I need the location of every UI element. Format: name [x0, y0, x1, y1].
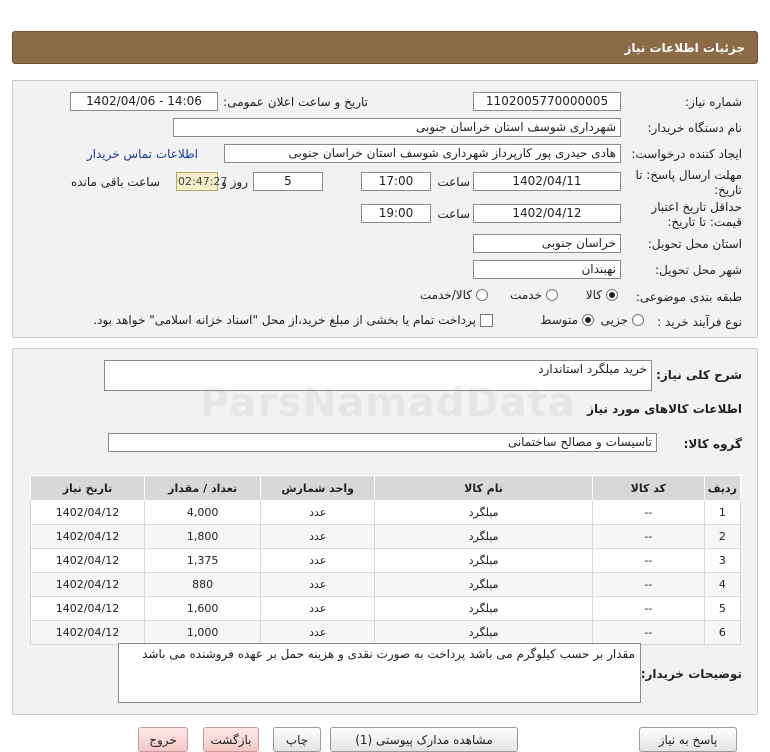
category-option-goods[interactable]	[586, 288, 618, 302]
category-option-goods-service[interactable]	[420, 288, 488, 302]
table-cell: میلگرد	[375, 573, 593, 597]
deadline-label: مهلت ارسال پاسخ: تا تاریخ:	[635, 168, 742, 197]
table-cell: 1,600	[145, 597, 261, 621]
goods-group-label: گروه کالا:	[683, 437, 742, 451]
table-cell: 880	[145, 573, 261, 597]
goods-group-field: تاسیسات و مصالح ساختمانی	[108, 433, 657, 452]
buyer-org-label: نام دستگاه خریدار:	[647, 121, 742, 135]
table-row	[31, 501, 741, 525]
table-cell: عدد	[261, 549, 375, 573]
process-option-medium[interactable]	[540, 313, 594, 327]
table-cell: عدد	[261, 597, 375, 621]
table-cell: عدد	[261, 573, 375, 597]
category-option-label: کالا/خدمت	[419, 288, 472, 302]
need-number-label: شماره نیاز:	[685, 95, 742, 109]
table-cell: 1,000	[145, 621, 261, 645]
table-cell: --	[592, 501, 704, 525]
need-description-field: خرید میلگرد استاندارد	[104, 360, 652, 391]
print-button[interactable]: چاپ	[273, 727, 321, 752]
radio-icon[interactable]	[546, 289, 558, 301]
requester-label: ایجاد کننده درخواست:	[631, 147, 742, 161]
remaining-time-field: 02:47:27	[176, 172, 218, 191]
table-cell: 4	[704, 573, 740, 597]
table-cell: میلگرد	[375, 525, 593, 549]
radio-icon[interactable]	[632, 314, 644, 326]
table-cell: 1,375	[145, 549, 261, 573]
table-cell: 4,000	[145, 501, 261, 525]
city-label: شهر محل تحویل:	[655, 263, 742, 277]
table-cell: میلگرد	[375, 597, 593, 621]
process-option-label: متوسط	[540, 313, 578, 327]
table-cell: 1402/04/12	[31, 501, 145, 525]
announce-label: تاریخ و ساعت اعلان عمومی:	[223, 95, 368, 109]
table-cell: 1402/04/12	[31, 597, 145, 621]
treasury-payment-note: پرداخت تمام یا بخشی از مبلغ خرید،از محل "اسناد خزانه اسلامی" خواهد بود.	[93, 313, 476, 327]
process-option-minor[interactable]	[601, 313, 644, 327]
goods-table	[30, 475, 741, 645]
buyer-notes-field: مقدار بر حسب کیلوگرم می باشد پرداخت به صورت نقدی و هزینه حمل بر عهده فروشنده می باشد	[118, 643, 641, 703]
days-remaining-field: 5	[253, 172, 323, 191]
table-cell: --	[592, 597, 704, 621]
radio-icon[interactable]	[476, 289, 488, 301]
table-cell: میلگرد	[375, 501, 593, 525]
table-cell: --	[592, 573, 704, 597]
table-cell: 6	[704, 621, 740, 645]
page-header	[12, 31, 758, 64]
table-row	[31, 549, 741, 573]
table-cell: 1402/04/12	[31, 525, 145, 549]
buyer-notes-label: توضیحات خریدار:	[640, 667, 742, 681]
table-cell: عدد	[261, 621, 375, 645]
column-header: کد کالا	[592, 476, 704, 501]
treasury-payment-option[interactable]	[93, 313, 493, 327]
buyer-org-field: شهرداری شوسف استان خراسان جنوبی	[173, 118, 621, 137]
category-option-label: کالا	[585, 288, 602, 302]
announce-field: 1402/04/06 - 14:06	[70, 92, 218, 111]
category-option-label: خدمت	[510, 288, 542, 302]
column-header: تاریخ نیاز	[31, 476, 145, 501]
table-cell: میلگرد	[375, 621, 593, 645]
reply-button[interactable]: پاسخ به نیاز	[639, 727, 737, 752]
need-number-field: 1102005770000005	[473, 92, 621, 111]
radio-selected-icon[interactable]	[606, 289, 618, 301]
table-cell: --	[592, 621, 704, 645]
table-row	[31, 621, 741, 645]
deadline-date-field: 1402/04/11	[473, 172, 621, 191]
checkbox-icon[interactable]	[480, 314, 493, 327]
table-header-row	[31, 476, 741, 501]
table-cell: عدد	[261, 525, 375, 549]
back-button[interactable]: بازگشت	[203, 727, 259, 752]
table-cell: 1402/04/12	[31, 573, 145, 597]
table-cell: 1402/04/12	[31, 621, 145, 645]
category-option-service[interactable]	[510, 288, 558, 302]
city-field: نهبندان	[473, 260, 621, 279]
buyer-contact-link[interactable]: اطلاعات تماس خریدار	[86, 147, 198, 161]
days-label: روز و	[221, 175, 248, 189]
requester-field: هادی حیدری پور کارپرداز شهرداری شوسف استان خراسان جنوبی	[224, 144, 621, 163]
table-cell: 5	[704, 597, 740, 621]
table-cell: --	[592, 525, 704, 549]
validity-time-label: ساعت	[437, 207, 470, 221]
table-cell: 3	[704, 549, 740, 573]
deadline-time-field: 17:00	[361, 172, 431, 191]
exit-button[interactable]: خروج	[138, 727, 188, 752]
table-row	[31, 597, 741, 621]
table-cell: 2	[704, 525, 740, 549]
table-cell: عدد	[261, 501, 375, 525]
province-label: استان محل تحویل:	[647, 237, 742, 251]
table-row	[31, 525, 741, 549]
deadline-time-label: ساعت	[437, 175, 470, 189]
view-attachments-button[interactable]: مشاهده مدارک پیوستی (1)	[330, 727, 518, 752]
table-row	[31, 573, 741, 597]
column-header: نام کالا	[375, 476, 593, 501]
process-option-label: جزیی	[600, 313, 628, 327]
goods-info-title: اطلاعات کالاهای مورد نیاز	[587, 402, 742, 416]
page-title: جزئیات اطلاعات نیاز	[624, 40, 745, 55]
validity-date-field: 1402/04/12	[473, 204, 621, 223]
column-header: واحد شمارش	[261, 476, 375, 501]
table-cell: --	[592, 549, 704, 573]
column-header: تعداد / مقدار	[145, 476, 261, 501]
category-label: طبقه بندی موضوعی:	[635, 290, 742, 304]
column-header: ردیف	[704, 476, 740, 501]
radio-selected-icon[interactable]	[582, 314, 594, 326]
table-cell: میلگرد	[375, 549, 593, 573]
remaining-label: ساعت باقی مانده	[70, 175, 160, 189]
province-field: خراسان جنوبی	[473, 234, 621, 253]
need-description-label: شرح کلی نیاز:	[656, 368, 742, 382]
validity-time-field: 19:00	[361, 204, 431, 223]
table-cell: 1402/04/12	[31, 549, 145, 573]
table-cell: 1	[704, 501, 740, 525]
process-label: نوع فرآیند خرید :	[657, 315, 742, 329]
validity-label: حداقل تاریخ اعتبار قیمت: تا تاریخ:	[651, 200, 742, 229]
table-cell: 1,800	[145, 525, 261, 549]
